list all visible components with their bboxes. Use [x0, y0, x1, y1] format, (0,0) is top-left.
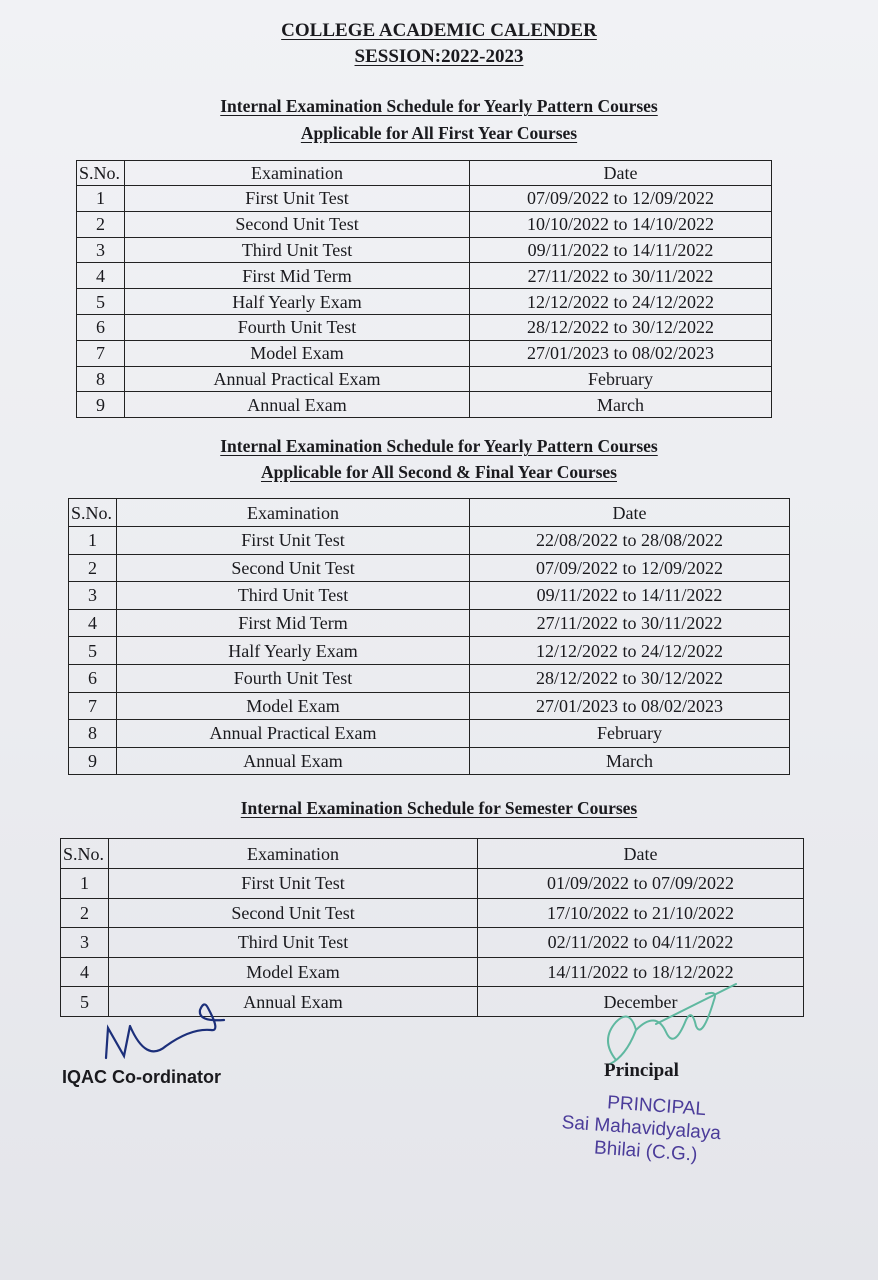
sno-header: S.No.	[69, 499, 117, 527]
table-row	[77, 366, 772, 392]
date-cell: March	[470, 392, 772, 418]
section1-heading: Internal Examination Schedule for Yearly Pattern Courses	[220, 96, 658, 116]
sno-cell: 3	[69, 582, 117, 610]
date-cell: March	[470, 747, 790, 775]
examination-cell: First Unit Test	[109, 869, 478, 899]
date-cell: 27/11/2022 to 30/11/2022	[470, 263, 772, 289]
examination-cell: Half Yearly Exam	[125, 289, 470, 315]
examination-cell: Annual Practical Exam	[125, 366, 470, 392]
sno-cell: 4	[69, 609, 117, 637]
sno-cell: 4	[61, 957, 109, 987]
date-cell: 12/12/2022 to 24/12/2022	[470, 637, 790, 665]
table-row	[69, 609, 790, 637]
examination-cell: First Unit Test	[125, 186, 470, 212]
sno-cell: 2	[61, 898, 109, 928]
examination-cell: Fourth Unit Test	[117, 664, 470, 692]
table-row	[69, 637, 790, 665]
principal-signature	[596, 980, 746, 1070]
examination-cell: Third Unit Test	[109, 928, 478, 958]
sno-cell: 5	[61, 987, 109, 1017]
date-cell: 22/08/2022 to 28/08/2022	[470, 527, 790, 555]
section3-heading: Internal Examination Schedule for Semester Courses	[240, 798, 638, 818]
sno-header: S.No.	[77, 161, 125, 186]
sno-cell: 2	[69, 554, 117, 582]
examination-cell: Half Yearly Exam	[117, 637, 470, 665]
sno-cell: 3	[77, 237, 125, 263]
sno-cell: 6	[69, 664, 117, 692]
date-cell: 28/12/2022 to 30/12/2022	[470, 314, 772, 340]
date-cell: 17/10/2022 to 21/10/2022	[478, 898, 804, 928]
examination-cell: First Mid Term	[125, 263, 470, 289]
table-row	[69, 747, 790, 775]
date-cell: 01/09/2022 to 07/09/2022	[478, 869, 804, 899]
sno-cell: 5	[77, 289, 125, 315]
table-row	[77, 289, 772, 315]
date-cell: 07/09/2022 to 12/09/2022	[470, 554, 790, 582]
iqac-signature	[96, 988, 236, 1068]
table-row	[77, 211, 772, 237]
examination-cell: Model Exam	[109, 957, 478, 987]
stamp-line-location: Bhilai (C.G.)	[593, 1137, 699, 1166]
table-row	[77, 186, 772, 212]
date-cell: 27/01/2023 to 08/02/2023	[470, 340, 772, 366]
table-header-row	[77, 161, 772, 186]
sno-cell: 5	[69, 637, 117, 665]
table-row	[77, 237, 772, 263]
stamp-line-principal: PRINCIPAL	[606, 1092, 707, 1121]
sno-cell: 1	[69, 527, 117, 555]
examination-cell: Annual Practical Exam	[117, 720, 470, 748]
examination-cell: Second Unit Test	[117, 554, 470, 582]
date-cell: 09/11/2022 to 14/11/2022	[470, 237, 772, 263]
examination-cell: Annual Exam	[117, 747, 470, 775]
sno-cell: 2	[77, 211, 125, 237]
sno-cell: 8	[69, 720, 117, 748]
date-cell: 10/10/2022 to 14/10/2022	[470, 211, 772, 237]
sno-cell: 1	[61, 869, 109, 899]
examination-cell: Annual Exam	[125, 392, 470, 418]
table-row	[69, 664, 790, 692]
examination-header: Examination	[125, 161, 470, 186]
examination-cell: Model Exam	[117, 692, 470, 720]
sno-cell: 1	[77, 186, 125, 212]
table-row	[69, 692, 790, 720]
examination-cell: First Unit Test	[117, 527, 470, 555]
examination-cell: Second Unit Test	[109, 898, 478, 928]
table-row	[69, 582, 790, 610]
second-final-year-schedule-table	[68, 498, 790, 775]
examination-cell: Second Unit Test	[125, 211, 470, 237]
date-header: Date	[470, 499, 790, 527]
examination-cell: Fourth Unit Test	[125, 314, 470, 340]
sno-cell: 6	[77, 314, 125, 340]
sno-header: S.No.	[61, 839, 109, 869]
date-cell: 02/11/2022 to 04/11/2022	[478, 928, 804, 958]
examination-cell: First Mid Term	[117, 609, 470, 637]
table-row	[69, 720, 790, 748]
principal-stamp	[561, 1092, 723, 1169]
examination-cell: Model Exam	[125, 340, 470, 366]
date-cell: December	[478, 987, 804, 1017]
examination-header: Examination	[117, 499, 470, 527]
date-header: Date	[470, 161, 772, 186]
date-cell: 09/11/2022 to 14/11/2022	[470, 582, 790, 610]
table-row	[69, 527, 790, 555]
table-row	[77, 392, 772, 418]
date-cell: 28/12/2022 to 30/12/2022	[470, 664, 790, 692]
date-cell: February	[470, 366, 772, 392]
section2-heading: Internal Examination Schedule for Yearly Pattern Courses	[220, 436, 658, 456]
examination-header: Examination	[109, 839, 478, 869]
table-row	[61, 898, 804, 928]
examination-cell: Annual Exam	[109, 987, 478, 1017]
sno-cell: 3	[61, 928, 109, 958]
sno-cell: 9	[77, 392, 125, 418]
date-cell: 12/12/2022 to 24/12/2022	[470, 289, 772, 315]
table-row	[77, 340, 772, 366]
date-cell: 07/09/2022 to 12/09/2022	[470, 186, 772, 212]
stamp-line-college: Sai Mahavidyalaya	[561, 1111, 722, 1145]
date-cell: 14/11/2022 to 18/12/2022	[478, 957, 804, 987]
sno-cell: 8	[77, 366, 125, 392]
sno-cell: 9	[69, 747, 117, 775]
table-header-row	[61, 839, 804, 869]
date-cell: 27/11/2022 to 30/11/2022	[470, 609, 790, 637]
table-header-row	[69, 499, 790, 527]
session-label: SESSION:2022-2023	[354, 46, 524, 67]
principal-label: Principal	[604, 1060, 679, 1081]
iqac-coordinator-label: IQAC Co-ordinator	[62, 1067, 221, 1087]
table-row	[61, 928, 804, 958]
table-row	[77, 263, 772, 289]
table-row	[61, 869, 804, 899]
sno-cell: 7	[69, 692, 117, 720]
section1-subheading: Applicable for All First Year Courses	[300, 123, 578, 143]
date-cell: February	[470, 720, 790, 748]
table-row	[69, 554, 790, 582]
first-year-schedule-table	[76, 160, 772, 418]
table-row	[77, 314, 772, 340]
examination-cell: Third Unit Test	[125, 237, 470, 263]
date-header: Date	[478, 839, 804, 869]
sno-cell: 4	[77, 263, 125, 289]
date-cell: 27/01/2023 to 08/02/2023	[470, 692, 790, 720]
examination-cell: Third Unit Test	[117, 582, 470, 610]
document-title: COLLEGE ACADEMIC CALENDER	[281, 20, 597, 41]
section2-subheading: Applicable for All Second & Final Year Courses	[260, 462, 617, 482]
sno-cell: 7	[77, 340, 125, 366]
